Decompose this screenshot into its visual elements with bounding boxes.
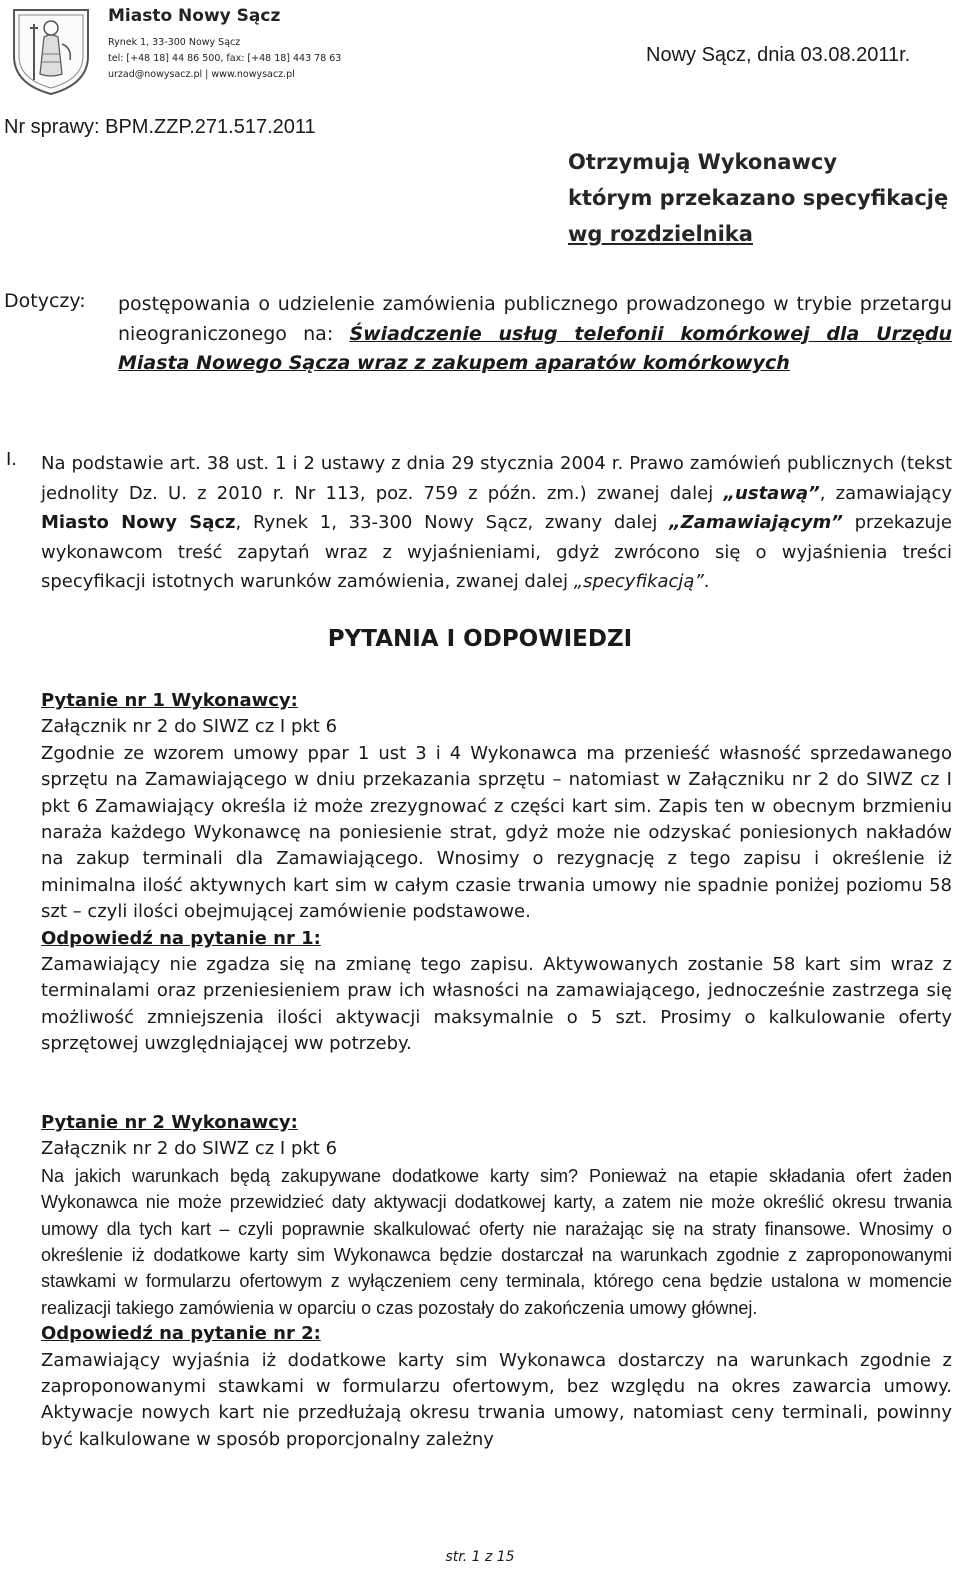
address-line: Rynek 1, 33-300 Nowy Sącz xyxy=(108,37,241,48)
city-coat-of-arms-icon xyxy=(6,4,96,96)
qa-block xyxy=(41,688,952,1058)
question-text: Na jakich warunkach będą zakupywane dodatkowe karty sim? Ponieważ na etapie składania ofert żaden Wykonawca nie może przewidzieć daty aktywacji dodatkowej karty, a zatem nie może określić okresu trwania umowy dla tych kart – czyli poprawnie skalkulować oferty nie narażając się na straty finansowe. Wnosimy o określenie iż dodatkowe karty sim Wykonawca będzie dostarczał na warunkach zgodnie z zaproponowanymi stawkami w formularzu ofertowym z wyłączeniem ceny terminala, którego cena będzie ustalona w momencie realizacji takiego zamówienia w oparciu o czas pozostały do zakończenia umowy głównej. xyxy=(41,1165,952,1318)
question-label: Pytanie nr 1 Wykonawcy: xyxy=(41,690,298,711)
contact-phone-line: tel: [+48 18] 44 86 500, fax: [+48 18] 443 78 63 xyxy=(108,53,342,64)
answer-text: Zamawiający nie zgadza się na zmianę tego zapisu. Aktywowanych zostanie 58 kart sim wraz z terminalami oraz przeniesieniem praw ich własności na zamawiającego, jednocześnie zastrzega się możliwość zmniejszenia ilości aktywacji maksymalnie o 5 szt. Prosimy o kalkulowanie oferty sprzętowej uwzględniającej ww potrzeby. xyxy=(41,954,952,1055)
recipients-distribution-line: wg rozdzielnika xyxy=(568,222,753,246)
term-ustawa: „ustawą” xyxy=(723,482,820,504)
subject-label: Dotyczy: xyxy=(4,290,86,312)
question-text: Zgodnie ze wzorem umowy ppar 1 ust 3 i 4 Wykonawca ma przenieść własność sprzedawanego sprzętu na Zamawiającego w dniu przekazania sprzętu – natomiast w Załączniku nr 2 do SIWZ cz I pkt 6 Zamawiający określa iż może zrezygnować z części kart sim. Zapis ten w obecnym brzmieniu naraża każdego Wykonawcę na poniesienie strat, gdyż może nie odzyskać poniesionych nakładów na zakup terminali dla Zamawiającego. Wnosimy o rezygnację z tego zapisu i określenie iż minimalna ilość aktywnych kart sim w całym czasie trwania umowy nie spadnie poniżej poziomu 58 szt – czyli ilości obejmującej zamówienie podstawowe. xyxy=(41,742,952,923)
contact-email-line: urzad@nowysacz.pl | www.nowysacz.pl xyxy=(108,69,295,80)
subject-title: Świadczenie usług telefonii komórkowej dla Urzędu Miasta Nowego Sącza wraz z zakupem aparatów komórkowych xyxy=(118,322,952,374)
term-specyfikacja: „specyfikacją” xyxy=(573,571,704,592)
qa-block xyxy=(41,1110,952,1453)
section-text: , zamawiający xyxy=(819,482,952,504)
answer-label: Odpowiedź na pytanie nr 1: xyxy=(41,927,321,949)
organization-name: Miasto Nowy Sącz xyxy=(108,6,281,26)
recipients-line: Otrzymują Wykonawcy xyxy=(568,150,838,174)
section-text: przekazuje wykonawcom treść zapytań wraz z wyjaśnieniami, gdyż zwrócono się o wyjaśnienia treści specyfikacji istotnych warunków zamówienia, zwanej dalej xyxy=(41,512,952,592)
term-org: Miasto Nowy Sącz xyxy=(41,512,236,533)
case-number: Nr sprawy: BPM.ZZP.271.517.2011 xyxy=(4,116,316,138)
term-zamawiajacy: „Zamawiającym” xyxy=(669,512,843,533)
section-text: , Rynek 1, 33-300 Nowy Sącz, zwany dalej xyxy=(235,512,670,533)
section-number: I. xyxy=(6,449,18,470)
page-number: str. 1 z 15 xyxy=(445,1549,515,1565)
section-text: . xyxy=(703,571,710,592)
answer-label: Odpowiedź na pytanie nr 2: xyxy=(41,1323,321,1345)
section-text: Na podstawie art. 38 ust. 1 i 2 ustawy z dnia 29 stycznia 2004 r. Prawo zamówień publicznych (tekst jednolity Dz. U. z 2010 r. Nr 113, poz. 759 z późn. zm.) zwanej dalej xyxy=(41,453,952,504)
question-reference: Załącznik nr 2 do SIWZ cz I pkt 6 xyxy=(41,1138,338,1160)
subject-text xyxy=(118,290,952,379)
answer-text: Zamawiający wyjaśnia iż dodatkowe karty sim Wykonawca dostarczy na warunkach zgodnie z zaproponowanymi stawkami w formularzu ofertowym, bez względu na okres zawarcia umowy. Aktywacje nowych kart nie przedłużają okresu trwania umowy, natomiast ceny terminali, powinny być kalkulowane w sposób proporcjonalny zależny xyxy=(41,1349,952,1450)
question-label: Pytanie nr 2 Wykonawcy: xyxy=(41,1112,298,1133)
section-body xyxy=(41,449,952,597)
document-date: Nowy Sącz, dnia 03.08.2011r. xyxy=(646,44,911,66)
question-reference: Załącznik nr 2 do SIWZ cz I pkt 6 xyxy=(41,716,338,738)
recipients-line: którym przekazano specyfikację xyxy=(568,186,949,210)
subject-prefix: postępowania o udzielenie zamówienia publicznego prowadzonego w trybie przetargu nieograniczonego na: xyxy=(118,293,952,345)
section-heading: PYTANIA I ODPOWIEDZI xyxy=(327,626,633,652)
